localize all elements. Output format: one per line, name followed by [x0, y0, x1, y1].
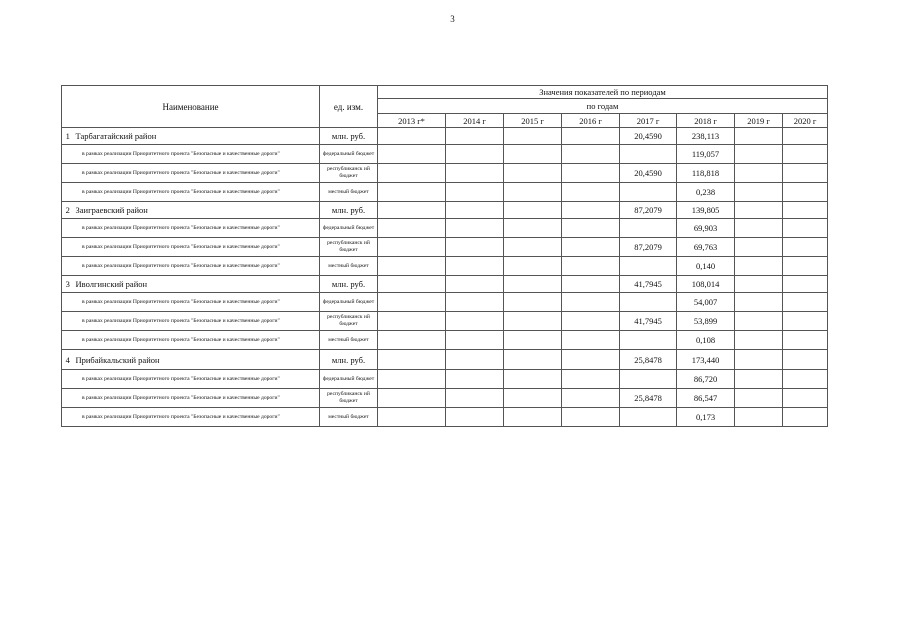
budget-row-description: в рамках реализации Приоритетного проекта "Безопасные и качественные дороги" — [62, 293, 320, 312]
value-2018: 173,440 — [677, 350, 735, 370]
empty-cell — [783, 219, 828, 238]
budget-row-description: в рамках реализации Приоритетного проекта "Безопасные и качественные дороги" — [62, 408, 320, 427]
district-unit: млн. руб. — [320, 350, 378, 370]
empty-cell — [504, 128, 562, 145]
district-row — [62, 350, 828, 370]
value-2018: 53,899 — [677, 312, 735, 331]
value-2018: 69,903 — [677, 219, 735, 238]
empty-cell — [562, 257, 620, 276]
empty-cell — [735, 350, 783, 370]
empty-cell — [446, 128, 504, 145]
empty-cell — [735, 312, 783, 331]
empty-cell — [504, 276, 562, 293]
budget-row — [62, 145, 828, 164]
value-2017 — [620, 293, 677, 312]
empty-cell — [446, 276, 504, 293]
district-row — [62, 128, 828, 145]
empty-cell — [562, 276, 620, 293]
empty-cell — [735, 408, 783, 427]
budget-row-description: в рамках реализации Приоритетного проекта "Безопасные и качественные дороги" — [62, 145, 320, 164]
empty-cell — [378, 183, 446, 202]
empty-cell — [783, 238, 828, 257]
budget-unit: федеральный бюджет — [320, 293, 378, 312]
empty-cell — [783, 145, 828, 164]
empty-cell — [446, 219, 504, 238]
district-name: Тарбагатайский район — [74, 128, 320, 145]
district-unit: млн. руб. — [320, 128, 378, 145]
empty-cell — [562, 331, 620, 350]
value-2018: 0,173 — [677, 408, 735, 427]
empty-cell — [378, 350, 446, 370]
empty-cell — [504, 331, 562, 350]
empty-cell — [735, 276, 783, 293]
empty-cell — [735, 238, 783, 257]
empty-cell — [378, 408, 446, 427]
empty-cell — [504, 408, 562, 427]
district-unit: млн. руб. — [320, 202, 378, 219]
empty-cell — [562, 128, 620, 145]
value-2017 — [620, 331, 677, 350]
empty-cell — [378, 128, 446, 145]
empty-cell — [735, 370, 783, 389]
by-years-header: по годам — [378, 99, 828, 114]
empty-cell — [446, 183, 504, 202]
empty-cell — [735, 389, 783, 408]
district-name: Иволгинский район — [74, 276, 320, 293]
value-2017: 41,7945 — [620, 276, 677, 293]
empty-cell — [562, 183, 620, 202]
empty-cell — [446, 408, 504, 427]
empty-cell — [783, 331, 828, 350]
value-2017 — [620, 219, 677, 238]
empty-cell — [562, 389, 620, 408]
empty-cell — [735, 219, 783, 238]
district-row — [62, 202, 828, 219]
empty-cell — [504, 145, 562, 164]
empty-cell — [562, 145, 620, 164]
empty-cell — [504, 238, 562, 257]
empty-cell — [446, 312, 504, 331]
budget-row — [62, 408, 828, 427]
empty-cell — [446, 293, 504, 312]
empty-cell — [504, 183, 562, 202]
empty-cell — [783, 164, 828, 183]
budget-row-description: в рамках реализации Приоритетного проекта "Безопасные и качественные дороги" — [62, 312, 320, 331]
empty-cell — [378, 312, 446, 331]
empty-cell — [735, 183, 783, 202]
empty-cell — [378, 293, 446, 312]
empty-cell — [378, 331, 446, 350]
empty-cell — [562, 408, 620, 427]
empty-cell — [783, 312, 828, 331]
district-unit: млн. руб. — [320, 276, 378, 293]
budget-row — [62, 293, 828, 312]
district-name: Заиграевский район — [74, 202, 320, 219]
year-header: 2013 г* — [378, 114, 446, 128]
year-header: 2014 г — [446, 114, 504, 128]
empty-cell — [735, 128, 783, 145]
value-2017 — [620, 183, 677, 202]
empty-cell — [562, 293, 620, 312]
empty-cell — [504, 350, 562, 370]
budget-row-description: в рамках реализации Приоритетного проекта "Безопасные и качественные дороги" — [62, 219, 320, 238]
district-index: 4 — [62, 350, 74, 370]
empty-cell — [446, 202, 504, 219]
budget-row — [62, 219, 828, 238]
budget-unit: местный бюджет — [320, 257, 378, 276]
value-2018: 86,547 — [677, 389, 735, 408]
value-2017 — [620, 257, 677, 276]
empty-cell — [446, 164, 504, 183]
value-2017: 20,4590 — [620, 128, 677, 145]
budget-row — [62, 370, 828, 389]
budget-unit: республиканск ий бюджет — [320, 164, 378, 183]
empty-cell — [504, 389, 562, 408]
empty-cell — [378, 219, 446, 238]
budget-row-description: в рамках реализации Приоритетного проекта "Безопасные и качественные дороги" — [62, 331, 320, 350]
empty-cell — [735, 145, 783, 164]
budget-row-description: в рамках реализации Приоритетного проекта "Безопасные и качественные дороги" — [62, 238, 320, 257]
unit-header: ед. изм. — [320, 86, 378, 128]
empty-cell — [504, 219, 562, 238]
value-2018: 139,805 — [677, 202, 735, 219]
year-header: 2017 г — [620, 114, 677, 128]
budget-row — [62, 238, 828, 257]
empty-cell — [783, 293, 828, 312]
budget-row — [62, 183, 828, 202]
year-header: 2020 г — [783, 114, 828, 128]
value-2018: 118,818 — [677, 164, 735, 183]
value-2018: 0,238 — [677, 183, 735, 202]
district-name: Прибайкальский район — [74, 350, 320, 370]
empty-cell — [446, 370, 504, 389]
empty-cell — [446, 257, 504, 276]
budget-row — [62, 312, 828, 331]
empty-cell — [562, 312, 620, 331]
budget-unit: республиканск ий бюджет — [320, 312, 378, 331]
district-index: 3 — [62, 276, 74, 293]
empty-cell — [378, 238, 446, 257]
budget-row-description: в рамках реализации Приоритетного проекта "Безопасные и качественные дороги" — [62, 183, 320, 202]
empty-cell — [783, 370, 828, 389]
empty-cell — [446, 331, 504, 350]
empty-cell — [504, 257, 562, 276]
empty-cell — [562, 164, 620, 183]
empty-cell — [735, 257, 783, 276]
empty-cell — [504, 370, 562, 389]
empty-cell — [378, 257, 446, 276]
budget-unit: местный бюджет — [320, 331, 378, 350]
district-index: 2 — [62, 202, 74, 219]
budget-row — [62, 164, 828, 183]
value-2017: 20,4590 — [620, 164, 677, 183]
year-header: 2016 г — [562, 114, 620, 128]
empty-cell — [783, 257, 828, 276]
empty-cell — [562, 219, 620, 238]
empty-cell — [378, 145, 446, 164]
values-header: Значения показателей по периодам — [378, 86, 828, 99]
budget-unit: федеральный бюджет — [320, 370, 378, 389]
empty-cell — [504, 164, 562, 183]
value-2018: 0,140 — [677, 257, 735, 276]
budget-unit: федеральный бюджет — [320, 219, 378, 238]
value-2017: 41,7945 — [620, 312, 677, 331]
empty-cell — [446, 389, 504, 408]
budget-row-description: в рамках реализации Приоритетного проекта "Безопасные и качественные дороги" — [62, 257, 320, 276]
empty-cell — [378, 164, 446, 183]
district-index: 1 — [62, 128, 74, 145]
budget-row-description: в рамках реализации Приоритетного проекта "Безопасные и качественные дороги" — [62, 389, 320, 408]
empty-cell — [504, 202, 562, 219]
empty-cell — [446, 145, 504, 164]
budget-row — [62, 389, 828, 408]
empty-cell — [562, 202, 620, 219]
value-2018: 238,113 — [677, 128, 735, 145]
empty-cell — [562, 370, 620, 389]
budget-unit: республиканск ий бюджет — [320, 238, 378, 257]
year-header: 2015 г — [504, 114, 562, 128]
year-header: 2018 г — [677, 114, 735, 128]
budget-unit: республиканск ий бюджет — [320, 389, 378, 408]
value-2018: 86,720 — [677, 370, 735, 389]
budget-row — [62, 257, 828, 276]
empty-cell — [783, 276, 828, 293]
empty-cell — [783, 202, 828, 219]
empty-cell — [783, 389, 828, 408]
value-2018: 0,108 — [677, 331, 735, 350]
value-2018: 108,014 — [677, 276, 735, 293]
empty-cell — [735, 293, 783, 312]
empty-cell — [783, 408, 828, 427]
empty-cell — [735, 331, 783, 350]
empty-cell — [735, 164, 783, 183]
empty-cell — [378, 276, 446, 293]
empty-cell — [378, 202, 446, 219]
page-number: 3 — [450, 14, 455, 24]
budget-row — [62, 331, 828, 350]
year-header: 2019 г — [735, 114, 783, 128]
empty-cell — [783, 183, 828, 202]
budget-row-description: в рамках реализации Приоритетного проекта "Безопасные и качественные дороги" — [62, 370, 320, 389]
empty-cell — [562, 238, 620, 257]
empty-cell — [378, 389, 446, 408]
budget-unit: местный бюджет — [320, 408, 378, 427]
value-2018: 119,057 — [677, 145, 735, 164]
value-2017: 87,2079 — [620, 238, 677, 257]
budget-unit: местный бюджет — [320, 183, 378, 202]
value-2017 — [620, 145, 677, 164]
budget-row-description: в рамках реализации Приоритетного проекта "Безопасные и качественные дороги" — [62, 164, 320, 183]
budget-unit: федеральный бюджет — [320, 145, 378, 164]
name-header: Наименование — [62, 86, 320, 128]
value-2017 — [620, 408, 677, 427]
empty-cell — [504, 293, 562, 312]
district-row — [62, 276, 828, 293]
empty-cell — [562, 350, 620, 370]
empty-cell — [504, 312, 562, 331]
value-2017 — [620, 370, 677, 389]
empty-cell — [446, 350, 504, 370]
value-2017: 87,2079 — [620, 202, 677, 219]
empty-cell — [783, 350, 828, 370]
empty-cell — [378, 370, 446, 389]
indicators-table — [61, 85, 828, 427]
empty-cell — [735, 202, 783, 219]
empty-cell — [783, 128, 828, 145]
value-2018: 69,763 — [677, 238, 735, 257]
value-2018: 54,007 — [677, 293, 735, 312]
value-2017: 25,8478 — [620, 350, 677, 370]
value-2017: 25,8478 — [620, 389, 677, 408]
empty-cell — [446, 238, 504, 257]
